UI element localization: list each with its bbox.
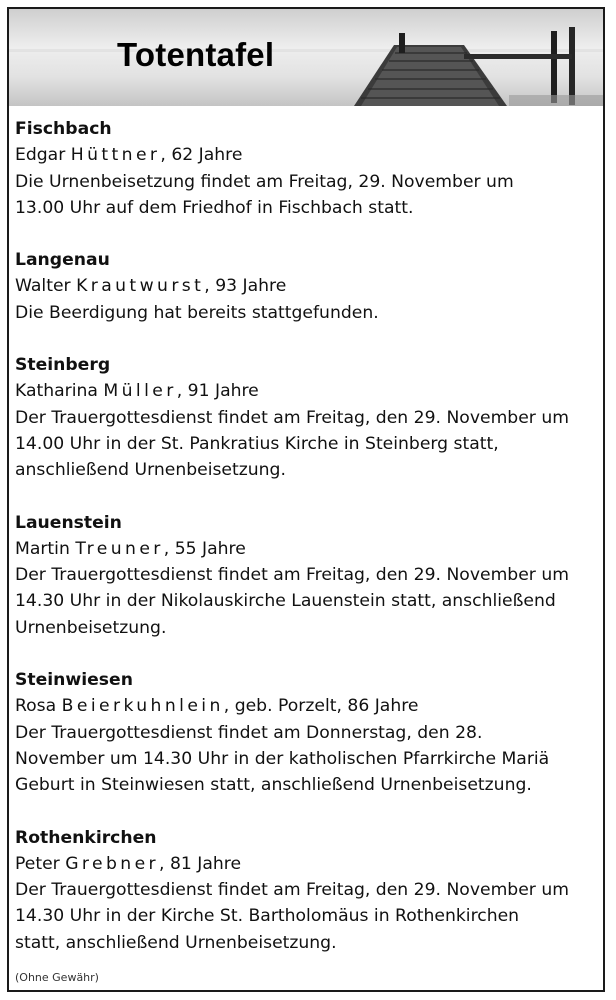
- entry-text-line: Die Beerdigung hat bereits stattgefunden.: [15, 302, 379, 323]
- surname: Treuner: [75, 538, 164, 559]
- entry-text-line: Geburt in Steinwiesen statt, anschließend Urnenbeisetzung.: [15, 775, 532, 796]
- person-details: , 55 Jahre: [163, 538, 246, 559]
- obituary-panel: [7, 7, 605, 992]
- header-banner: [9, 9, 603, 106]
- first-name: Katharina: [15, 381, 98, 402]
- entry-text-line: Die Urnenbeisetzung findet am Freitag, 29. November um: [15, 171, 514, 192]
- first-name: Martin: [15, 538, 70, 559]
- entry-place: Rothenkirchen: [15, 827, 157, 848]
- entry-place: Steinberg: [15, 355, 111, 376]
- obituary-entry: [15, 825, 603, 956]
- first-name: Peter: [15, 853, 60, 874]
- entry-place: Langenau: [15, 250, 110, 271]
- obituary-entry: [15, 510, 603, 641]
- entry-text-line: November um 14.30 Uhr in der katholischen Pfarrkirche Mariä: [15, 748, 550, 769]
- first-name: Rosa: [15, 696, 57, 717]
- entry-person: [15, 693, 603, 719]
- entry-person: [15, 536, 603, 562]
- person-details: , 81 Jahre: [159, 853, 242, 874]
- entry-text-line: Urnenbeisetzung.: [15, 617, 167, 638]
- entry-text-line: Der Trauergottesdienst findet am Freitag, den 29. November um: [15, 880, 569, 901]
- person-details: , geb. Porzelt, 86 Jahre: [223, 696, 419, 717]
- entry-place: Lauenstein: [15, 512, 122, 533]
- person-details: , 91 Jahre: [176, 381, 259, 402]
- entry-person: [15, 378, 603, 404]
- entry-text-line: 14.00 Uhr in der St. Pankratius Kirche in Steinberg statt,: [15, 433, 499, 454]
- entry-text-line: 14.30 Uhr in der Kirche St. Bartholomäus in Rothenkirchen: [15, 906, 520, 927]
- entry-text-line: 13.00 Uhr auf dem Friedhof in Fischbach statt.: [15, 197, 414, 218]
- obituary-list: [9, 106, 603, 956]
- obituary-entry: [15, 247, 603, 326]
- entry-text-line: anschließend Urnenbeisetzung.: [15, 460, 286, 481]
- entry-person: [15, 142, 603, 168]
- jetty-photo: [9, 9, 603, 106]
- entry-text-line: 14.30 Uhr in der Nikolauskirche Lauenstein statt, anschließend: [15, 591, 556, 612]
- obituary-entry: [15, 352, 603, 483]
- person-details: , 93 Jahre: [204, 276, 287, 297]
- entry-text-line: Der Trauergottesdienst findet am Freitag, den 29. November um: [15, 565, 569, 586]
- disclaimer-note: (Ohne Gewähr): [15, 971, 99, 984]
- person-details: , 62 Jahre: [160, 145, 243, 166]
- first-name: Walter: [15, 276, 71, 297]
- surname: Krautwurst: [76, 276, 205, 297]
- entry-person: [15, 273, 603, 299]
- obituary-entry: [15, 667, 603, 798]
- entry-place: Fischbach: [15, 119, 112, 139]
- entry-person: [15, 851, 603, 877]
- page-title: Totentafel: [117, 36, 275, 73]
- obituary-entry: [15, 116, 603, 221]
- entry-text-line: statt, anschließend Urnenbeisetzung.: [15, 932, 337, 953]
- entry-text-line: Der Trauergottesdienst findet am Donnerstag, den 28.: [15, 722, 483, 743]
- surname: Grebner: [65, 853, 160, 874]
- first-name: Edgar: [15, 145, 66, 166]
- surname: Beierkuhnlein: [61, 696, 224, 717]
- entry-text-line: Der Trauergottesdienst findet am Freitag, den 29. November um: [15, 407, 569, 428]
- surname: Müller: [103, 381, 177, 402]
- entry-place: Steinwiesen: [15, 670, 133, 691]
- surname: Hüttner: [70, 145, 161, 166]
